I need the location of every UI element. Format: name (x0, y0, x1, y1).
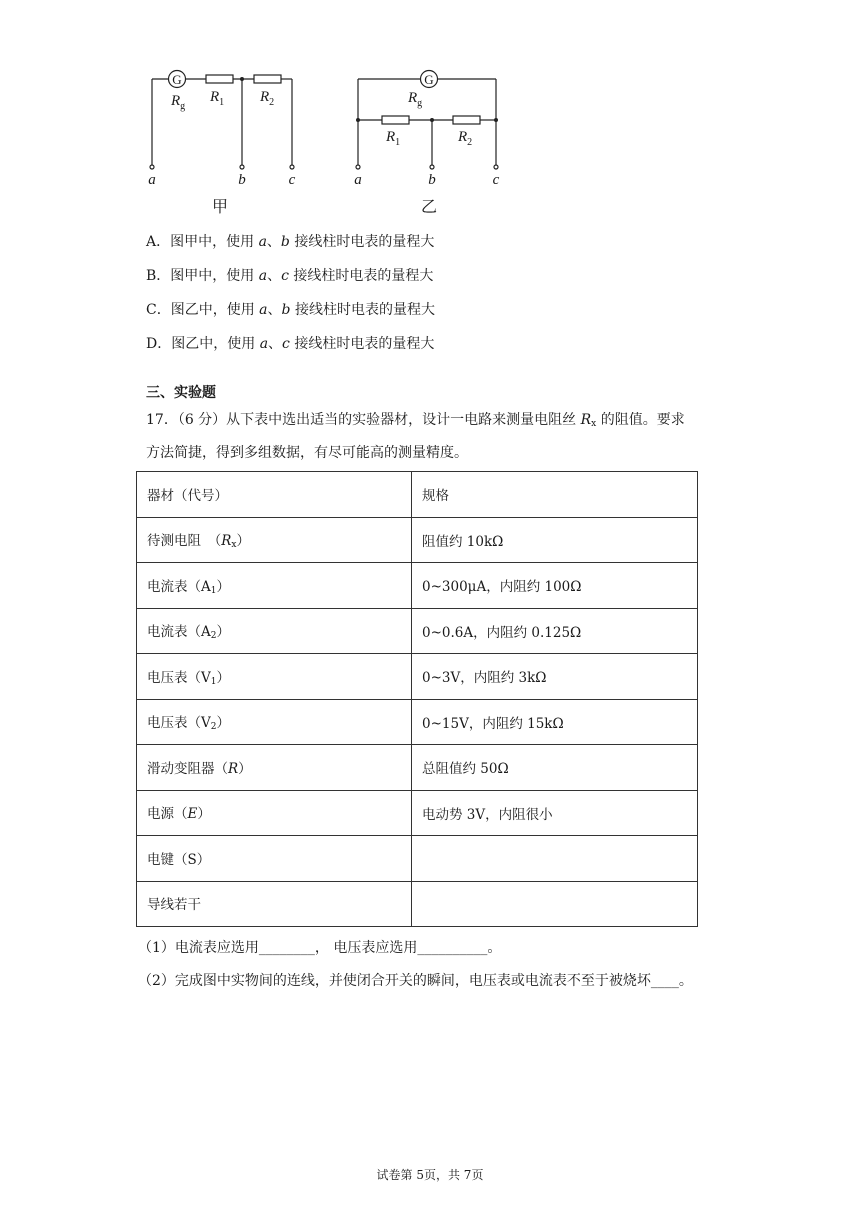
equipment-spec (412, 881, 698, 927)
equipment-name: 电源（E） (137, 790, 412, 836)
table-row (137, 654, 698, 700)
equipment-spec: 电动势 3V，内阻很小 (412, 790, 698, 836)
sub-question-1: （1）电流表应选用________， 电压表应选用__________。 (138, 940, 502, 956)
table-row (137, 836, 698, 882)
resistor-r1-jia (206, 75, 233, 83)
equipment-table (136, 471, 698, 927)
section-title: 三、实验题 (146, 385, 216, 401)
r2-label-jia: $R_2$ (260, 89, 275, 108)
header-spec: 规格 (412, 472, 698, 518)
equipment-name: 电流表$(A_1)$ (137, 563, 412, 609)
equipment-name: 滑动变阻器（R） (137, 745, 412, 791)
page-footer: 试卷第 5页，共 7页 (376, 1168, 484, 1182)
equipment-name: 待测电阻 $(R_x)$ (137, 517, 412, 563)
equipment-name: 电压表$(V_2)$ (137, 699, 412, 745)
terminal-c-yi: c (492, 172, 500, 188)
table-row (137, 517, 698, 563)
equipment-spec: 0~15V，内阻约 15kΩ (412, 699, 698, 745)
equipment-spec (412, 836, 698, 882)
header-equipment: 器材（代号） (137, 472, 412, 518)
equipment-name: 导线若干 (137, 881, 412, 927)
table-row (137, 881, 698, 927)
equipment-name: 电压表$(V_1)$ (137, 654, 412, 700)
figure-label-yi: 乙 (420, 199, 438, 216)
resistor-r2-yi (453, 116, 480, 124)
terminal-c-jia: c (288, 172, 296, 188)
r2-label-yi: $R_2$ (458, 129, 473, 148)
table-row (137, 563, 698, 609)
galvanometer-label-yi: G (424, 72, 434, 87)
table-header-row (137, 472, 698, 518)
resistor-r1-yi (382, 116, 409, 124)
resistor-r2-jia (254, 75, 281, 83)
question-17-line1: 17．（6 分）从下表中选出适当的实验器材，设计一电路来测量电阻丝 $R_x$ 的阻值。要求 (146, 412, 685, 429)
option-b: B．图甲中，使用 a、c 接线柱时电表的量程大 (146, 268, 434, 284)
table-row (137, 745, 698, 791)
table-row (137, 699, 698, 745)
terminal-a-jia: a (148, 172, 156, 188)
option-a: A．图甲中，使用 a、b 接线柱时电表的量程大 (146, 234, 435, 250)
equipment-name: 电键（S） (137, 836, 412, 882)
rg-label-jia: $R_g$ (171, 93, 186, 112)
equipment-spec: 总阻值约 50Ω (412, 745, 698, 791)
terminal-b-jia: b (238, 172, 246, 188)
equipment-spec: 阻值约 10kΩ (412, 517, 698, 563)
question-17-line2: 方法简捷，得到多组数据，有尽可能高的测量精度。 (146, 445, 468, 461)
option-c: C．图乙中，使用 a、b 接线柱时电表的量程大 (146, 302, 435, 318)
r1-label-yi: $R_1$ (386, 129, 401, 148)
equipment-spec: 0~3V，内阻约 3kΩ (412, 654, 698, 700)
figure-label-jia: 甲 (211, 199, 229, 216)
equipment-spec: 0~0.6A，内阻约 0.125Ω (412, 608, 698, 654)
rg-label-yi: $R_g$ (408, 90, 423, 109)
sub-question-2: （2）完成图中实物间的连线，并使闭合开关的瞬间，电压表或电流表不至于被烧坏____。 (138, 973, 693, 989)
equipment-spec: 0~300μA，内阻约 100Ω (412, 563, 698, 609)
r1-label-jia: $R_1$ (210, 89, 225, 108)
table-row (137, 608, 698, 654)
terminal-b-yi: b (428, 172, 436, 188)
terminal-a-yi: a (354, 172, 362, 188)
galvanometer-label-jia: G (172, 72, 182, 87)
circuit-figure (140, 60, 520, 220)
equipment-name: 电流表$(A_2)$ (137, 608, 412, 654)
table-row (137, 790, 698, 836)
option-d: D．图乙中，使用 a、c 接线柱时电表的量程大 (146, 336, 435, 352)
